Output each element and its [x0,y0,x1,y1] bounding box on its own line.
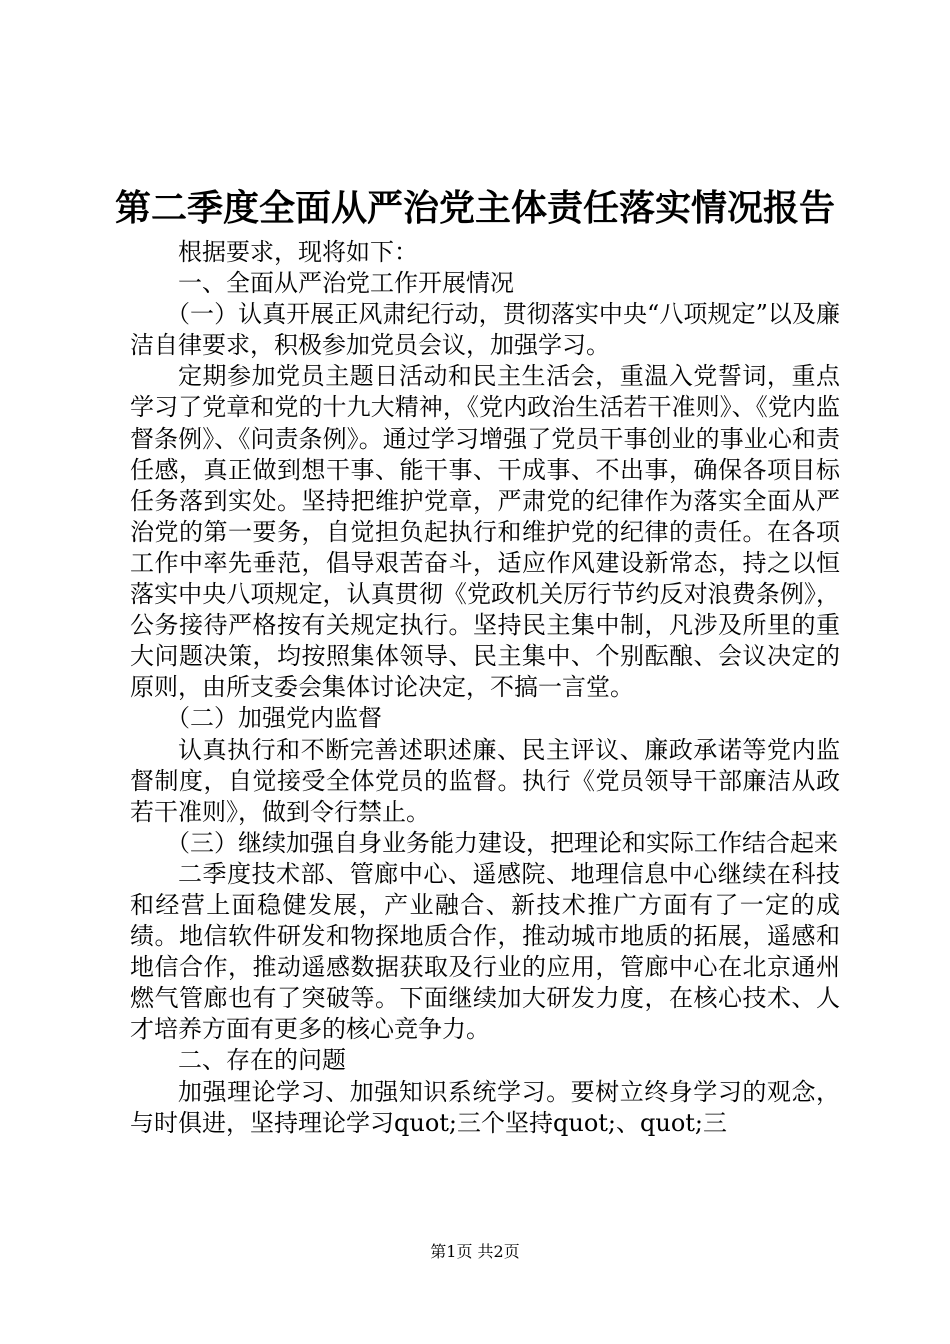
section-heading-2: 二、存在的问题 [178,1046,346,1075]
paragraph-study: 定期参加党员主题日活动和民主生活会，重温入党誓词，重点学习了党章和党的十九大精神，《党内政治生活若干准则》、《党内监督条例》、《问责条例》。通过学习增强了党员干事创业的事业心和责任感，真正做到想干事、能干事、干成事、不出事，确保各项目标任务落到实处。坚持把维护党章，严肃党的纪律作为落实全面从严治党的第一要务，自觉担负起执行和维护党的纪律的责任。在各项工作中率先垂范，倡导艰苦奋斗，适应作风建设新常态，持之以恒落实中央八项规定，认真贯彻《党政机关厉行节约反对浪费条例》，公务接待严格按有关规定执行。坚持民主集中制，凡涉及所里的重大问题决策，均按照集体领导、民主集中、个别酝酿、会议决定的原则，由所支委会集体讨论决定，不搞一言堂。 [130,362,840,702]
page-footer: 第1页 共2页 [430,1242,520,1261]
document-title: 第二季度全面从严治党主体责任落实情况报告 [114,187,835,229]
document-body [130,237,840,1139]
section-heading-1: 一、全面从严治党工作开展情况 [178,269,514,298]
paragraph-business: 二季度技术部、管廊中心、遥感院、地理信息中心继续在科技和经营上面稳健发展，产业融合、新技术推广方面有了一定的成绩。地信软件研发和物探地质合作，推动城市地质的拓展，遥感和地信合作，推动遥感数据获取及行业的应用，管廊中心在北京通州燃气管廊也有了突破等。下面继续加大研发力度，在核心技术、人才培养方面有更多的核心竞争力。 [130,859,840,1044]
subsection-heading-1: （一）认真开展正风肃纪行动，贯彻落实中央“八项规定”以及廉洁自律要求，积极参加党员会议，加强学习。 [130,300,840,360]
subsection-heading-3: （三）继续加强自身业务能力建设，把理论和实际工作结合起来 [166,828,838,857]
paragraph-supervision: 认真执行和不断完善述职述廉、民主评议、廉政承诺等党内监督制度，自觉接受全体党员的监督。执行《党员领导干部廉洁从政若干准则》，做到令行禁止。 [130,735,840,826]
paragraph-intro: 根据要求，现将如下： [178,238,418,266]
paragraph-problems: 加强理论学习、加强知识系统学习。要树立终身学习的观念，与时俱进，坚持理论学习quot;三个坚持quot;、quot;三 [130,1077,840,1137]
subsection-heading-2: （二）加强党内监督 [166,704,382,733]
